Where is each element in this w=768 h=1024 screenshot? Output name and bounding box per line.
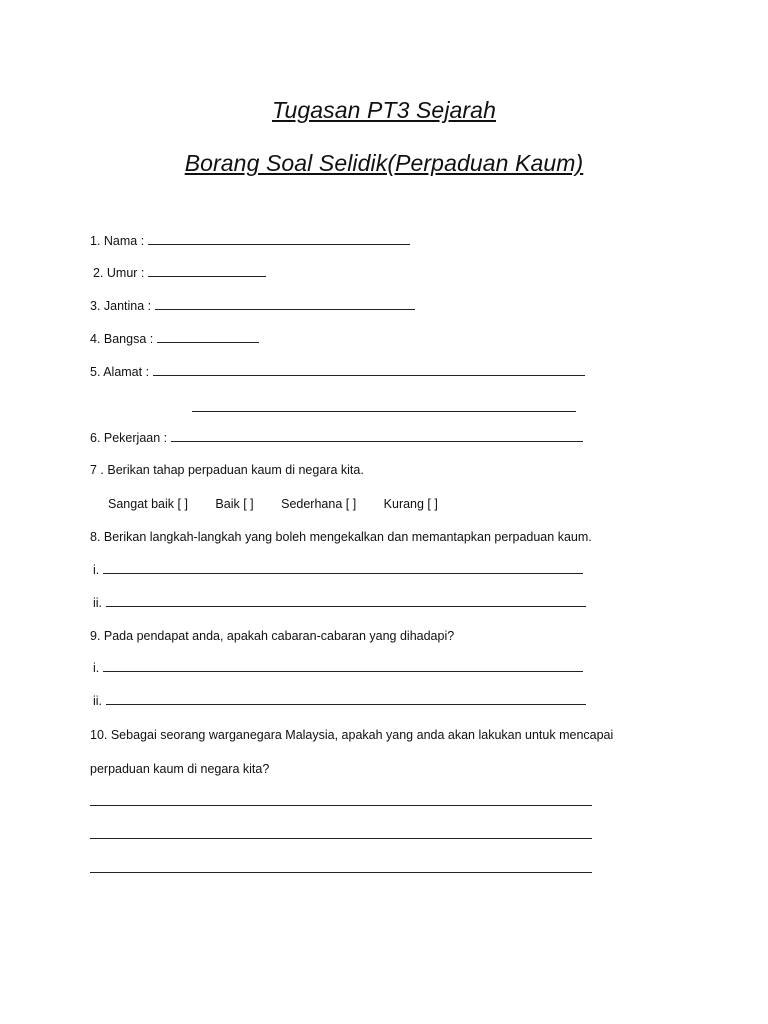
field-nama	[90, 233, 410, 249]
question-9: 9. Pada pendapat anda, apakah cabaran-cabaran yang dihadapi?	[90, 629, 455, 643]
answer-1-label: i.	[93, 563, 100, 577]
field-pekerjaan-input[interactable]	[171, 430, 583, 442]
question-8-answer-1	[93, 562, 583, 578]
field-jantina	[90, 298, 415, 314]
question-9-answer-1	[93, 660, 583, 676]
field-pekerjaan-label: 6. Pekerjaan :	[90, 431, 168, 445]
field-alamat-label: 5. Alamat :	[90, 365, 150, 379]
field-alamat-input-line2[interactable]	[192, 411, 576, 412]
field-pekerjaan	[90, 430, 583, 446]
field-alamat	[90, 364, 585, 380]
field-bangsa-label: 4. Bangsa :	[90, 332, 154, 346]
field-bangsa	[90, 331, 259, 347]
field-jantina-label: 3. Jantina :	[90, 299, 152, 313]
question-10-answer-line-2[interactable]	[90, 838, 592, 839]
answer-2-label: ii.	[93, 596, 103, 610]
question-10-answer-line-3[interactable]	[90, 872, 592, 873]
question-8-answer-2-input[interactable]	[106, 595, 586, 607]
field-umur-label: 2. Umur :	[93, 266, 145, 280]
field-alamat-input[interactable]	[153, 364, 585, 376]
question-8: 8. Berikan langkah-langkah yang boleh mengekalkan dan memantapkan perpaduan kaum.	[90, 530, 592, 544]
option-baik[interactable]: Baik [ ]	[215, 497, 254, 511]
field-nama-input[interactable]	[148, 233, 410, 245]
question-10-answer-line-1[interactable]	[90, 805, 592, 806]
question-9-answer-2	[93, 693, 586, 709]
field-umur	[93, 265, 266, 281]
question-7-options	[108, 496, 462, 512]
option-sangat-baik[interactable]: Sangat baik [ ]	[108, 497, 188, 511]
question-7: 7 . Berikan tahap perpaduan kaum di negara kita.	[90, 463, 364, 477]
question-9-answer-1-input[interactable]	[103, 660, 583, 672]
answer-2-label: ii.	[93, 694, 103, 708]
field-umur-input[interactable]	[148, 265, 266, 277]
field-jantina-input[interactable]	[155, 298, 415, 310]
answer-1-label: i.	[93, 661, 100, 675]
page-subtitle: Borang Soal Selidik(Perpaduan Kaum)	[184, 150, 584, 176]
field-bangsa-input[interactable]	[157, 331, 259, 343]
field-nama-label: 1. Nama :	[90, 234, 145, 248]
question-8-answer-1-input[interactable]	[103, 562, 583, 574]
option-sederhana[interactable]: Sederhana [ ]	[281, 497, 357, 511]
option-kurang[interactable]: Kurang [ ]	[383, 497, 438, 511]
question-10-line-2: perpaduan kaum di negara kita?	[90, 762, 270, 776]
question-8-answer-2	[93, 595, 586, 611]
question-10-line-1: 10. Sebagai seorang warganegara Malaysia, apakah yang anda akan lakukan untuk mencapai	[90, 728, 614, 742]
page-title: Tugasan PT3 Sejarah	[272, 97, 496, 123]
question-9-answer-2-input[interactable]	[106, 693, 586, 705]
